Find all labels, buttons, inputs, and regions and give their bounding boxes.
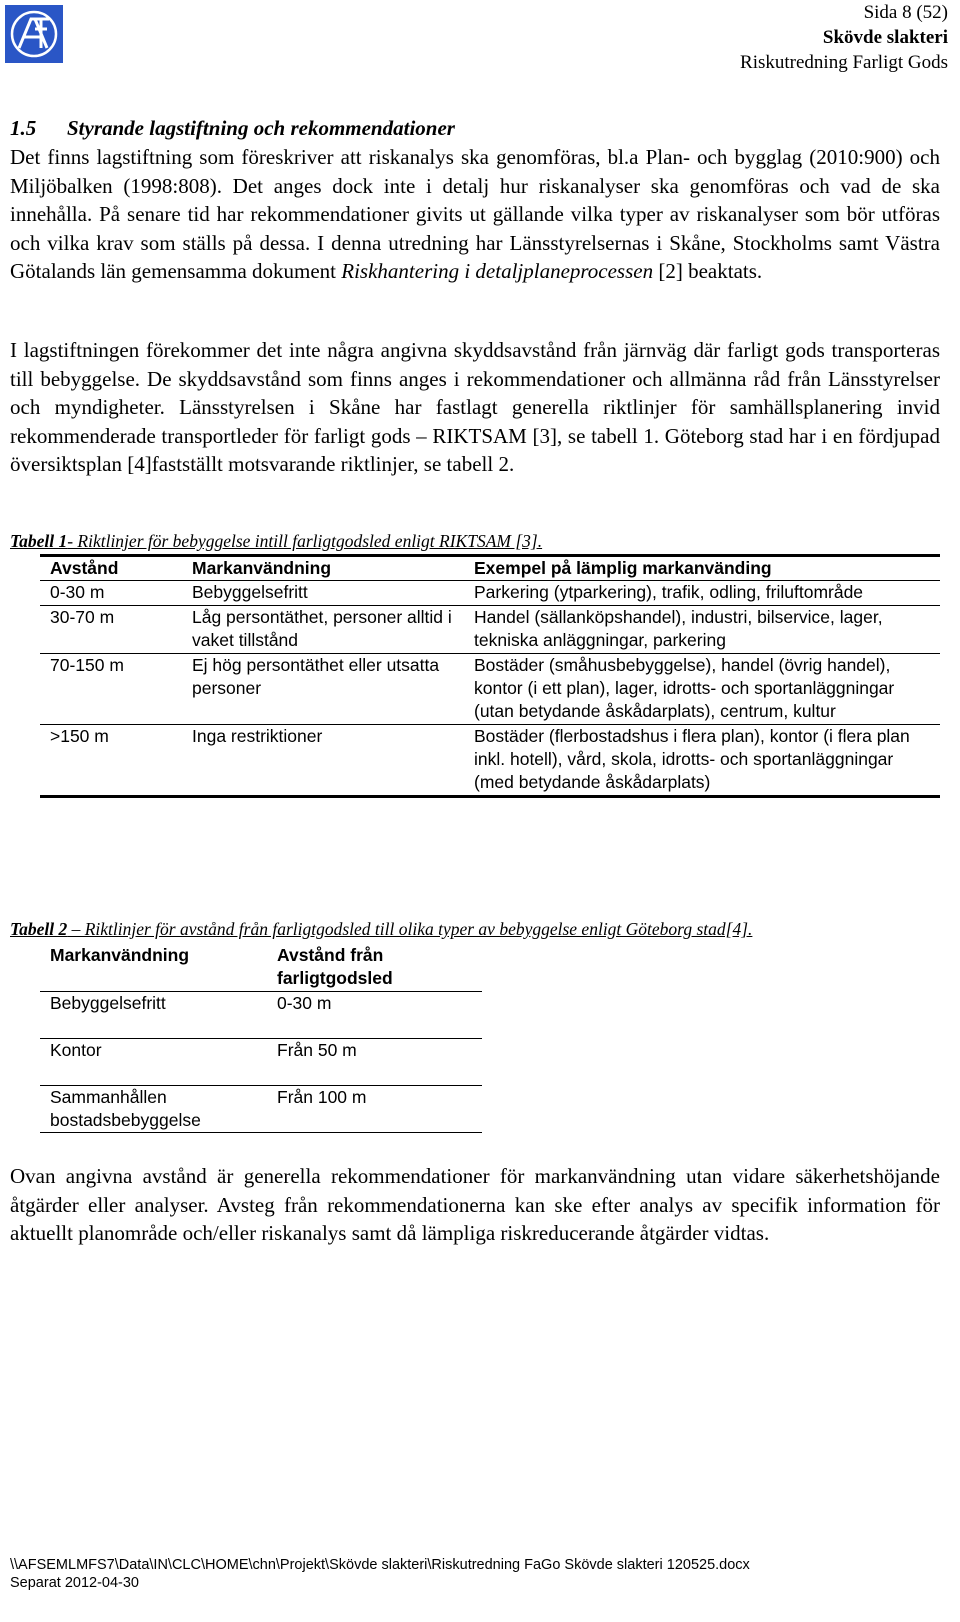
document-title: Riskhantering i detaljplaneprocessen — [341, 259, 654, 283]
table-header-cell: Markanvändning — [182, 556, 464, 581]
table-cell: 70-150 m — [40, 654, 182, 725]
table-cell: Sammanhållen bostadsbebyggelse — [40, 1086, 267, 1133]
table1-riktsam — [40, 554, 940, 798]
separate-date: Separat 2012-04-30 — [10, 1575, 139, 1591]
table1-caption-label: Tabell 1 — [10, 531, 68, 551]
table-cell: 0-30 m — [40, 581, 182, 606]
section-heading — [10, 116, 455, 141]
paragraph-distances: I lagstiftningen förekommer det inte några angivna skyddsavstånd från järnväg där farligt gods transporteras till bebyggelse. De skyddsavstånd som finns anges i rekommendationer och allmänna råd från Länsstyrelser och myndigheter. Länsstyrelsen i Skåne har fastlagt generella riktlinjer för samhällsplanering invid rekommenderade transportleder för farligt gods – RIKTSAM [3], se tabell 1. Göteborg stad har i en fördjupad översiktsplan [4]fastställt motsvarande riktlinjer, se tabell 2. — [10, 338, 940, 476]
table2-caption-label: Tabell 2 — [10, 919, 68, 939]
table-cell: Parkering (ytparkering), trafik, odling, friluftområde — [464, 581, 940, 606]
table-cell: Från 50 m — [267, 1039, 482, 1086]
table2-goteborg — [40, 944, 482, 1133]
company-name: Skövde slakteri — [822, 27, 948, 48]
report-title: Riskutredning Farligt Gods — [740, 52, 948, 73]
table-cell: >150 m — [40, 725, 182, 797]
page-footer — [10, 1556, 750, 1592]
table-cell: 30-70 m — [40, 606, 182, 654]
table-cell: Låg persontäthet, personer alltid i vaket tillstånd — [182, 606, 464, 654]
table-row — [40, 606, 940, 654]
table-row — [40, 1039, 482, 1086]
paragraph-intro — [10, 143, 940, 286]
table-header-cell: Avstånd från farligtgodsled — [267, 944, 482, 992]
table-header-cell: Exempel på lämplig markanvänding — [464, 556, 940, 581]
table-row — [40, 581, 940, 606]
table-row — [40, 992, 482, 1039]
paragraph-text-end: [2] beaktats. — [653, 259, 763, 283]
table-cell: Bostäder (småhusbebyggelse), handel (övrig handel), kontor (i ett plan), lager, idrotts- och sportanläggningar (utan betydande åskådarplats), centrum, kultur — [464, 654, 940, 725]
table-cell: Kontor — [40, 1039, 267, 1086]
table2-caption-text: – Riktlinjer för avstånd från farligtgodsled till olika typer av bebyggelse enligt Göteborg stad[4]. — [67, 919, 753, 939]
table-row — [40, 725, 940, 797]
table-cell: Ej hög persontäthet eller utsatta personer — [182, 654, 464, 725]
paragraph-conclusion: Ovan angivna avstånd är generella rekommendationer för markanvändning utan vidare säkerhetshöjande åtgärder eller analyser. Avsteg från rekommendationerna kan ske efter analys av specifik information för aktuellt planområde och/eller riskanalys samt då lämpliga riskreducerande åtgärder vidtas. — [10, 1164, 940, 1245]
table-cell: Från 100 m — [267, 1086, 482, 1133]
table-cell: 0-30 m — [267, 992, 482, 1039]
section-title: Styrande lagstiftning och rekommendationer — [67, 116, 455, 140]
table-cell: Bebyggelsefritt — [182, 581, 464, 606]
table-header-row — [40, 556, 940, 581]
table-header-cell: Avstånd — [40, 556, 182, 581]
table1-caption-text: - Riktlinjer för bebyggelse intill farligtgodsled enligt RIKTSAM [3]. — [67, 531, 543, 551]
table-cell: Bostäder (flerbostadshus i flera plan), kontor (i flera plan inkl. hotell), vård, skola, idrotts- och sportanläggningar (med betydande åskådarplats) — [464, 725, 940, 797]
table1-caption — [10, 531, 542, 552]
table-header-row — [40, 944, 482, 992]
table-cell: Inga restriktioner — [182, 725, 464, 797]
table-cell: Bebyggelsefritt — [40, 992, 267, 1039]
page-header — [740, 0, 948, 75]
section-number: 1.5 — [10, 116, 37, 140]
page-number: Sida 8 (52) — [863, 2, 948, 23]
table-cell: Handel (sällanköpshandel), industri, bilservice, lager, tekniska anläggningar, parkering — [464, 606, 940, 654]
table-header-cell: Markanvändning — [40, 944, 267, 992]
table2-caption — [10, 919, 752, 940]
table-row — [40, 654, 940, 725]
file-path: \\AFSEMLMFS7\Data\IN\CLC\HOME\chn\Projekt\Skövde slakteri\Riskutredning FaGo Skövde slakteri 120525.docx — [10, 1557, 750, 1573]
table-row — [40, 1086, 482, 1133]
paragraph-text: Det finns lagstiftning som föreskriver att riskanalys ska genomföras, bl.a Plan- och bygglag (2010:900) och Miljöbalken (1998:808). Det anges dock inte i detalj hur riskanalyser ska genomföras och vad de ska innehålla. På senare tid har rekommendationer givits ut gällande vilka typer av riskanalyser som bör utföras och vilka krav som ställs på dessa. I denna utredning har Länsstyrelsernas i Skåne, Stockholms samt Västra Götalands län gemensamma dokument — [10, 145, 940, 283]
afconsult-logo-icon — [5, 5, 63, 63]
